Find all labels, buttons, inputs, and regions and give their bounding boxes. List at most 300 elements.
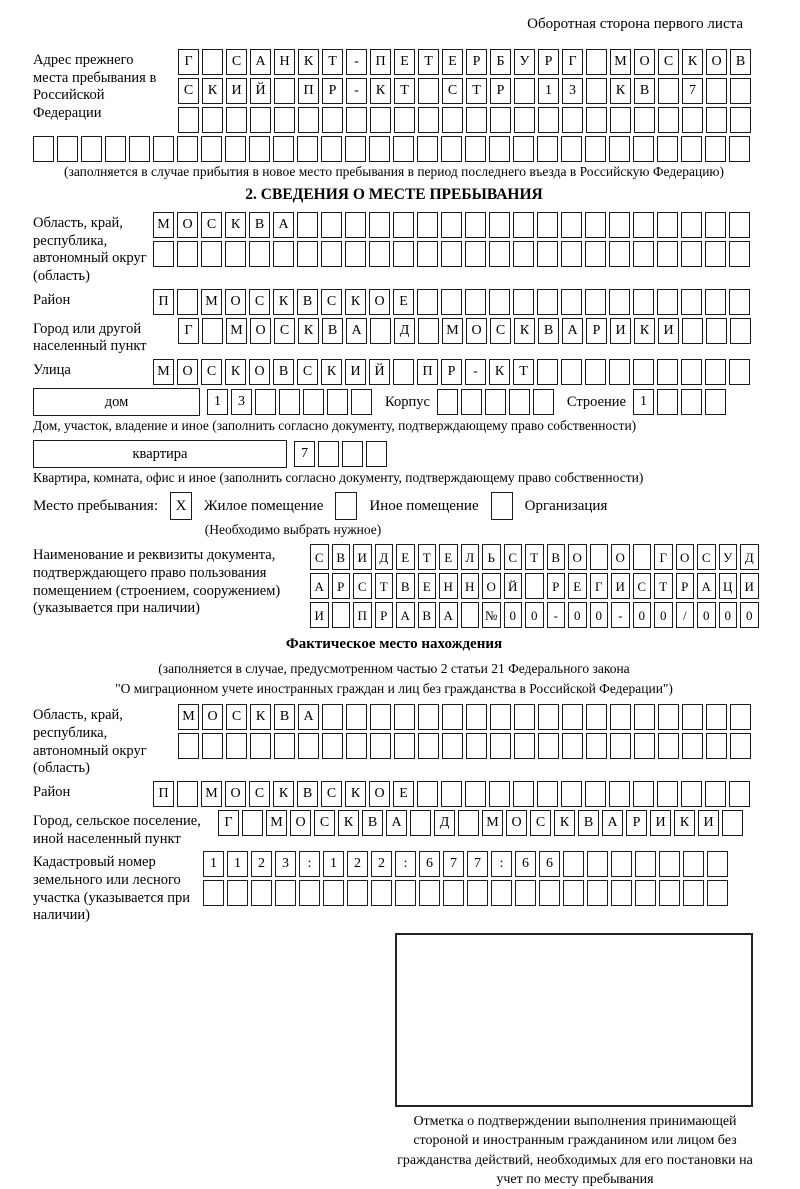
form-cell-empty[interactable] [410, 810, 431, 836]
form-cell-empty[interactable] [442, 107, 463, 133]
form-cell-empty[interactable] [273, 241, 294, 267]
form-cell[interactable]: О [369, 289, 390, 315]
form-cell[interactable]: Т [525, 544, 544, 570]
form-cell[interactable]: Л [461, 544, 480, 570]
form-cell[interactable]: 3 [231, 389, 252, 415]
form-cell-empty[interactable] [513, 136, 534, 162]
form-cell[interactable]: А [250, 49, 271, 75]
form-cell[interactable]: К [250, 704, 271, 730]
form-cell-empty[interactable] [178, 107, 199, 133]
form-cell-empty[interactable] [563, 880, 584, 906]
form-cell-empty[interactable] [201, 241, 222, 267]
form-cell[interactable]: Т [654, 573, 673, 599]
form-cell-empty[interactable] [332, 602, 351, 628]
form-cell[interactable]: О [506, 810, 527, 836]
form-cell-empty[interactable] [298, 107, 319, 133]
form-cell-empty[interactable] [561, 781, 582, 807]
form-cell-empty[interactable] [657, 212, 678, 238]
form-cell[interactable]: 1 [207, 389, 228, 415]
form-cell-empty[interactable] [610, 733, 631, 759]
form-cell-empty[interactable] [729, 212, 750, 238]
form-cell-empty[interactable] [467, 880, 488, 906]
form-cell-empty[interactable] [321, 212, 342, 238]
form-cell-empty[interactable] [417, 289, 438, 315]
form-cell-empty[interactable] [586, 49, 607, 75]
form-cell-empty[interactable] [705, 389, 726, 415]
form-cell[interactable]: М [201, 289, 222, 315]
form-cell-empty[interactable] [609, 136, 630, 162]
form-cell[interactable]: В [297, 289, 318, 315]
form-cell-empty[interactable] [327, 389, 348, 415]
form-cell[interactable]: С [249, 781, 270, 807]
form-cell[interactable]: В [578, 810, 599, 836]
form-cell[interactable]: О [225, 781, 246, 807]
form-cell-empty[interactable] [683, 880, 704, 906]
form-cell-empty[interactable] [681, 289, 702, 315]
form-cell-empty[interactable] [730, 107, 751, 133]
form-cell[interactable]: М [201, 781, 222, 807]
form-cell-empty[interactable] [466, 107, 487, 133]
form-cell-empty[interactable] [561, 212, 582, 238]
form-cell[interactable]: Е [418, 573, 437, 599]
form-cell[interactable]: С [201, 359, 222, 385]
form-cell[interactable]: К [202, 78, 223, 104]
form-cell-empty[interactable] [226, 107, 247, 133]
form-cell[interactable]: Р [676, 573, 695, 599]
form-cell-empty[interactable] [658, 733, 679, 759]
form-cell-empty[interactable] [322, 704, 343, 730]
form-cell-empty[interactable] [537, 212, 558, 238]
form-cell[interactable]: В [322, 318, 343, 344]
form-cell[interactable]: С [297, 359, 318, 385]
form-cell-empty[interactable] [370, 107, 391, 133]
form-cell-empty[interactable] [514, 704, 535, 730]
form-cell[interactable]: 6 [515, 851, 536, 877]
form-cell-empty[interactable] [441, 781, 462, 807]
form-cell[interactable]: Е [393, 781, 414, 807]
form-cell[interactable]: С [249, 289, 270, 315]
form-cell[interactable]: К [321, 359, 342, 385]
form-cell[interactable]: Е [568, 573, 587, 599]
form-cell[interactable]: О [290, 810, 311, 836]
form-cell[interactable]: К [514, 318, 535, 344]
form-cell-empty[interactable] [633, 241, 654, 267]
form-cell[interactable]: Е [393, 289, 414, 315]
form-cell[interactable]: 3 [275, 851, 296, 877]
form-cell-empty[interactable] [707, 880, 728, 906]
form-cell-empty[interactable] [202, 107, 223, 133]
form-cell[interactable]: 0 [654, 602, 673, 628]
form-cell-empty[interactable] [657, 389, 678, 415]
form-cell[interactable]: О [250, 318, 271, 344]
form-cell[interactable]: В [332, 544, 351, 570]
form-cell[interactable]: С [310, 544, 329, 570]
form-cell-empty[interactable] [461, 602, 480, 628]
form-cell[interactable]: 7 [294, 441, 315, 467]
form-cell-empty[interactable] [513, 212, 534, 238]
form-cell-empty[interactable] [371, 880, 392, 906]
form-cell-empty[interactable] [729, 241, 750, 267]
form-cell[interactable]: Д [434, 810, 455, 836]
form-cell-empty[interactable] [346, 704, 367, 730]
form-cell[interactable]: М [226, 318, 247, 344]
form-cell[interactable]: О [611, 544, 630, 570]
form-cell-empty[interactable] [513, 289, 534, 315]
form-cell[interactable]: С [633, 573, 652, 599]
form-cell-empty[interactable] [533, 389, 554, 415]
form-cell-empty[interactable] [249, 241, 270, 267]
form-cell[interactable]: М [266, 810, 287, 836]
form-cell-empty[interactable] [705, 781, 726, 807]
form-cell-empty[interactable] [346, 733, 367, 759]
form-cell[interactable]: С [201, 212, 222, 238]
form-cell-empty[interactable] [705, 241, 726, 267]
form-cell[interactable]: И [650, 810, 671, 836]
form-cell[interactable]: С [314, 810, 335, 836]
form-cell-empty[interactable] [489, 241, 510, 267]
form-cell-empty[interactable] [225, 241, 246, 267]
form-cell[interactable]: К [682, 49, 703, 75]
form-cell[interactable]: И [353, 544, 372, 570]
form-cell[interactable]: И [610, 318, 631, 344]
form-cell-empty[interactable] [585, 136, 606, 162]
form-cell-empty[interactable] [634, 733, 655, 759]
form-cell-empty[interactable] [418, 733, 439, 759]
form-cell-empty[interactable] [489, 212, 510, 238]
form-cell[interactable]: Е [439, 544, 458, 570]
form-cell[interactable]: Т [322, 49, 343, 75]
form-cell-empty[interactable] [395, 880, 416, 906]
form-cell[interactable]: В [634, 78, 655, 104]
form-cell[interactable]: 0 [504, 602, 523, 628]
form-cell-empty[interactable] [441, 241, 462, 267]
form-cell-empty[interactable] [633, 781, 654, 807]
form-cell[interactable]: О [369, 781, 390, 807]
form-cell-empty[interactable] [586, 107, 607, 133]
form-cell-empty[interactable] [225, 136, 246, 162]
form-cell[interactable]: Т [418, 544, 437, 570]
form-cell-empty[interactable] [177, 289, 198, 315]
form-cell[interactable]: О [249, 359, 270, 385]
form-cell-empty[interactable] [633, 289, 654, 315]
form-cell[interactable]: К [225, 212, 246, 238]
form-cell-empty[interactable] [561, 289, 582, 315]
form-cell-empty[interactable] [730, 733, 751, 759]
form-cell-empty[interactable] [298, 733, 319, 759]
form-cell-empty[interactable] [303, 389, 324, 415]
form-cell[interactable]: : [395, 851, 416, 877]
form-cell[interactable]: С [226, 704, 247, 730]
form-cell[interactable]: М [482, 810, 503, 836]
form-cell[interactable]: О [706, 49, 727, 75]
form-cell-empty[interactable] [706, 78, 727, 104]
form-cell-empty[interactable] [297, 212, 318, 238]
form-cell-empty[interactable] [489, 289, 510, 315]
form-cell[interactable]: В [547, 544, 566, 570]
form-cell-empty[interactable] [129, 136, 150, 162]
form-cell[interactable]: 1 [227, 851, 248, 877]
form-cell[interactable]: К [489, 359, 510, 385]
form-cell[interactable]: К [298, 318, 319, 344]
form-cell-empty[interactable] [279, 389, 300, 415]
form-cell[interactable]: 0 [525, 602, 544, 628]
form-cell[interactable]: Й [504, 573, 523, 599]
form-cell-empty[interactable] [682, 318, 703, 344]
form-cell-empty[interactable] [705, 136, 726, 162]
form-cell[interactable]: Р [490, 78, 511, 104]
form-cell[interactable]: О [177, 359, 198, 385]
form-cell-empty[interactable] [153, 241, 174, 267]
form-cell-empty[interactable] [57, 136, 78, 162]
form-cell-empty[interactable] [274, 78, 295, 104]
form-cell[interactable]: 6 [419, 851, 440, 877]
form-cell-empty[interactable] [458, 810, 479, 836]
form-cell[interactable]: И [310, 602, 329, 628]
form-cell-empty[interactable] [610, 107, 631, 133]
form-cell-empty[interactable] [609, 241, 630, 267]
form-cell-empty[interactable] [297, 136, 318, 162]
form-cell-empty[interactable] [659, 880, 680, 906]
form-cell-empty[interactable] [202, 49, 223, 75]
form-cell-empty[interactable] [489, 136, 510, 162]
form-cell[interactable]: С [321, 781, 342, 807]
form-cell[interactable]: С [353, 573, 372, 599]
form-cell[interactable]: Е [396, 544, 415, 570]
form-cell-empty[interactable] [299, 880, 320, 906]
form-cell-empty[interactable] [485, 389, 506, 415]
form-cell-empty[interactable] [538, 733, 559, 759]
form-cell-empty[interactable] [274, 733, 295, 759]
form-cell[interactable]: 0 [697, 602, 716, 628]
form-cell-empty[interactable] [525, 573, 544, 599]
form-cell[interactable]: Г [562, 49, 583, 75]
form-cell-empty[interactable] [441, 212, 462, 238]
form-cell-empty[interactable] [659, 851, 680, 877]
form-cell-empty[interactable] [537, 289, 558, 315]
form-cell-empty[interactable] [683, 851, 704, 877]
form-cell-empty[interactable] [417, 781, 438, 807]
form-cell[interactable]: В [297, 781, 318, 807]
form-cell[interactable]: / [676, 602, 695, 628]
form-cell[interactable]: А [386, 810, 407, 836]
form-cell-empty[interactable] [729, 136, 750, 162]
form-cell-empty[interactable] [489, 781, 510, 807]
form-cell-empty[interactable] [722, 810, 743, 836]
form-cell[interactable]: А [439, 602, 458, 628]
form-cell[interactable]: А [697, 573, 716, 599]
form-cell-empty[interactable] [321, 241, 342, 267]
form-cell[interactable]: 0 [568, 602, 587, 628]
form-cell-empty[interactable] [346, 107, 367, 133]
form-cell-empty[interactable] [609, 289, 630, 315]
form-cell-empty[interactable] [490, 107, 511, 133]
form-cell-empty[interactable] [730, 704, 751, 730]
form-cell[interactable]: 6 [539, 851, 560, 877]
form-cell[interactable]: Ц [719, 573, 738, 599]
form-cell-empty[interactable] [658, 107, 679, 133]
form-cell[interactable]: В [396, 573, 415, 599]
form-cell-empty[interactable] [250, 733, 271, 759]
form-cell-empty[interactable] [345, 241, 366, 267]
form-cell[interactable]: Т [375, 573, 394, 599]
form-cell-empty[interactable] [318, 441, 339, 467]
form-cell-empty[interactable] [705, 359, 726, 385]
form-cell-empty[interactable] [537, 136, 558, 162]
form-cell-empty[interactable] [561, 136, 582, 162]
form-cell-empty[interactable] [515, 880, 536, 906]
form-cell-empty[interactable] [443, 880, 464, 906]
form-cell[interactable]: С [226, 49, 247, 75]
form-cell[interactable]: 0 [590, 602, 609, 628]
form-cell[interactable]: П [417, 359, 438, 385]
form-cell-empty[interactable] [81, 136, 102, 162]
form-cell[interactable]: С [442, 78, 463, 104]
form-cell-empty[interactable] [562, 704, 583, 730]
form-cell[interactable]: 3 [562, 78, 583, 104]
form-cell-empty[interactable] [418, 107, 439, 133]
form-cell[interactable]: 1 [633, 389, 654, 415]
form-cell[interactable]: С [274, 318, 295, 344]
form-cell[interactable]: Е [394, 49, 415, 75]
form-cell[interactable]: Д [394, 318, 415, 344]
form-cell[interactable]: С [697, 544, 716, 570]
form-cell[interactable]: Т [513, 359, 534, 385]
form-cell-empty[interactable] [273, 136, 294, 162]
form-cell-empty[interactable] [153, 136, 174, 162]
form-cell[interactable]: 1 [323, 851, 344, 877]
form-cell[interactable]: Р [322, 78, 343, 104]
form-cell-empty[interactable] [509, 389, 530, 415]
form-cell-empty[interactable] [465, 241, 486, 267]
form-cell-empty[interactable] [441, 136, 462, 162]
form-cell-empty[interactable] [393, 136, 414, 162]
form-cell[interactable]: Д [375, 544, 394, 570]
form-cell-empty[interactable] [370, 733, 391, 759]
form-cell[interactable]: Г [590, 573, 609, 599]
form-cell-empty[interactable] [322, 733, 343, 759]
form-cell[interactable]: И [611, 573, 630, 599]
form-cell-empty[interactable] [321, 136, 342, 162]
form-cell[interactable]: К [370, 78, 391, 104]
form-cell[interactable]: У [719, 544, 738, 570]
form-cell-empty[interactable] [537, 359, 558, 385]
form-cell-empty[interactable] [538, 704, 559, 730]
form-cell[interactable]: И [345, 359, 366, 385]
form-cell-empty[interactable] [275, 880, 296, 906]
form-cell-empty[interactable] [370, 704, 391, 730]
form-cell-empty[interactable] [706, 704, 727, 730]
form-cell-empty[interactable] [105, 136, 126, 162]
form-cell-empty[interactable] [465, 289, 486, 315]
form-cell-empty[interactable] [514, 107, 535, 133]
form-cell-empty[interactable] [393, 212, 414, 238]
form-cell-empty[interactable] [682, 733, 703, 759]
form-cell-empty[interactable] [418, 78, 439, 104]
form-cell[interactable]: : [299, 851, 320, 877]
form-cell[interactable]: К [554, 810, 575, 836]
form-cell[interactable]: Т [466, 78, 487, 104]
form-cell-empty[interactable] [635, 851, 656, 877]
form-cell-empty[interactable] [441, 289, 462, 315]
form-cell[interactable]: 2 [371, 851, 392, 877]
form-cell-empty[interactable] [539, 880, 560, 906]
form-cell-empty[interactable] [202, 733, 223, 759]
form-cell[interactable]: К [674, 810, 695, 836]
form-cell-empty[interactable] [681, 212, 702, 238]
form-cell-empty[interactable] [323, 880, 344, 906]
form-cell-empty[interactable] [418, 704, 439, 730]
form-cell[interactable]: К [345, 289, 366, 315]
form-cell[interactable]: 7 [467, 851, 488, 877]
form-cell-empty[interactable] [681, 359, 702, 385]
form-cell-empty[interactable] [322, 107, 343, 133]
form-cell-empty[interactable] [370, 318, 391, 344]
form-cell-empty[interactable] [561, 359, 582, 385]
form-cell[interactable]: И [226, 78, 247, 104]
form-cell-empty[interactable] [490, 704, 511, 730]
form-cell-empty[interactable] [586, 78, 607, 104]
form-cell[interactable]: И [698, 810, 719, 836]
form-cell[interactable]: Г [218, 810, 239, 836]
form-cell-empty[interactable] [201, 136, 222, 162]
form-cell-empty[interactable] [730, 318, 751, 344]
form-cell-empty[interactable] [705, 289, 726, 315]
form-cell-empty[interactable] [563, 851, 584, 877]
form-cell[interactable]: О [676, 544, 695, 570]
form-cell-empty[interactable] [417, 136, 438, 162]
form-cell[interactable]: Р [466, 49, 487, 75]
form-cell-empty[interactable] [657, 136, 678, 162]
form-cell-empty[interactable] [345, 136, 366, 162]
form-cell[interactable]: М [153, 359, 174, 385]
form-cell-empty[interactable] [366, 441, 387, 467]
form-cell[interactable]: С [321, 289, 342, 315]
form-cell[interactable]: 1 [203, 851, 224, 877]
form-cell-empty[interactable] [514, 78, 535, 104]
form-cell-empty[interactable] [585, 289, 606, 315]
form-cell[interactable]: К [225, 359, 246, 385]
form-cell-empty[interactable] [513, 781, 534, 807]
form-cell[interactable]: О [225, 289, 246, 315]
form-cell[interactable]: К [273, 289, 294, 315]
form-cell-empty[interactable] [562, 107, 583, 133]
checkbox-inoe-pomeshchenie[interactable] [335, 492, 357, 520]
form-cell-empty[interactable] [437, 389, 458, 415]
form-cell[interactable]: С [490, 318, 511, 344]
form-cell-empty[interactable] [585, 781, 606, 807]
form-cell-empty[interactable] [633, 136, 654, 162]
form-cell-empty[interactable] [635, 880, 656, 906]
form-cell[interactable]: П [370, 49, 391, 75]
form-cell[interactable]: - [611, 602, 630, 628]
form-cell[interactable]: 0 [633, 602, 652, 628]
form-cell-empty[interactable] [730, 78, 751, 104]
form-cell-empty[interactable] [394, 733, 415, 759]
form-cell[interactable]: К [298, 49, 319, 75]
form-cell-empty[interactable] [538, 107, 559, 133]
form-cell[interactable]: - [346, 78, 367, 104]
form-cell-empty[interactable] [585, 359, 606, 385]
form-cell[interactable]: Г [178, 318, 199, 344]
form-cell-empty[interactable] [590, 544, 609, 570]
form-cell-empty[interactable] [513, 241, 534, 267]
form-cell[interactable]: Н [439, 573, 458, 599]
form-cell-empty[interactable] [491, 880, 512, 906]
form-cell[interactable]: Т [418, 49, 439, 75]
form-cell-empty[interactable] [562, 733, 583, 759]
form-cell[interactable]: В [418, 602, 437, 628]
form-cell[interactable]: О [202, 704, 223, 730]
